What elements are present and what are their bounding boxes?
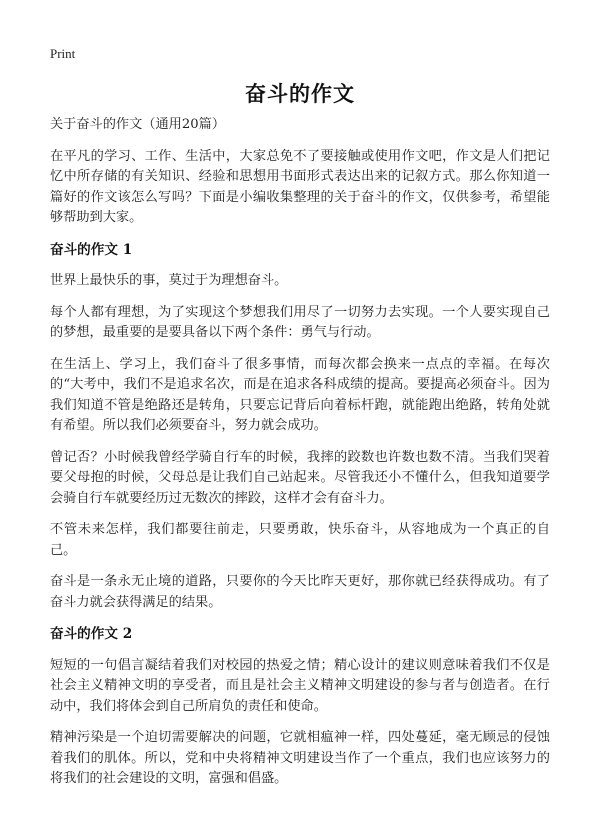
- page-title: 奋斗的作文: [245, 82, 355, 106]
- paragraph: 精神污染是一个迫切需要解决的问题，它就相瘟神一样，四处蔓延，毫无顾忌的侵蚀着我们的肌体。所以，党和中央将精神文明建设当作了一个重点，我们也应该努力的将我们的社会建设的文明，富强和倡盛。: [50, 730, 550, 786]
- intro-paragraph: 在平凡的学习、工作、生活中，大家总免不了要接触或使用作文吧，作文是人们把记忆中所存储的有关知识、经验和思想用书面形式表达出来的记叙方式。那么你知道一篇好的作文该怎么写吗？下面是小编收集整理的关于奋斗的作文，仅供参考，希望能够帮助到大家。: [50, 148, 550, 225]
- section-heading: 奋斗的作文 1: [50, 241, 133, 258]
- paragraph: 每个人都有理想，为了实现这个梦想我们用尽了一切努力去实现。一个人要实现自己的梦想，最重要的是要具备以下两个条件：勇气与行动。: [50, 304, 550, 340]
- article-body: [50, 115, 550, 801]
- essay-section-1: [50, 240, 550, 614]
- section-heading: 奋斗的作文 2: [50, 626, 133, 642]
- print-link[interactable]: Print: [50, 46, 76, 61]
- paragraph: 奋斗是一条永无止境的道路，只要你的今天比昨天更好，那你就已经获得成功。有了奋斗力就会获得满足的结果。: [50, 574, 550, 610]
- paragraph: 曾记否？小时候我曾经学骑自行车的时候，我摔的跤数也许数也数不清。当我们哭着要父母抱的时候，父母总是让我们自己站起来。尽管我还小不懂什么，但我知道要学会骑自行车就要经历过无数次的摔跤，这样才会有奋斗力。: [50, 449, 550, 506]
- paragraph: 世界上最快乐的事，莫过于为理想奋斗。: [50, 273, 288, 288]
- paragraph: 短短的一句倡言凝结着我们对校园的热爱之情；精心设计的建议则意味着我们不仅是社会主义精神文明的享受者，而且是社会主义精神文明建设的参与者与创造者。在行动中，我们将体会到自己所肩负的责任和使命。: [50, 657, 550, 714]
- essay-section-2: [50, 624, 550, 790]
- paragraph: 在生活上、学习上，我们奋斗了很多事情，而每次都会换来一点点的幸福。在每次的“大考中，我们不是追求名次，而是在追求各科成绩的提高。要提高必须奋斗。因为我们知道不管是绝路还是转角，只要忘记背后向着标杆跑，就能跑出绝路，转角处就有希望。所以我们必须要奋斗，努力就会成功。: [50, 356, 550, 433]
- article-subtitle: 关于奋斗的作文（通用20篇）: [50, 117, 226, 132]
- paragraph: 不管未来怎样，我们都要往前走，只要勇敢，快乐奋斗，从容地成为一个真正的自己。: [50, 522, 550, 558]
